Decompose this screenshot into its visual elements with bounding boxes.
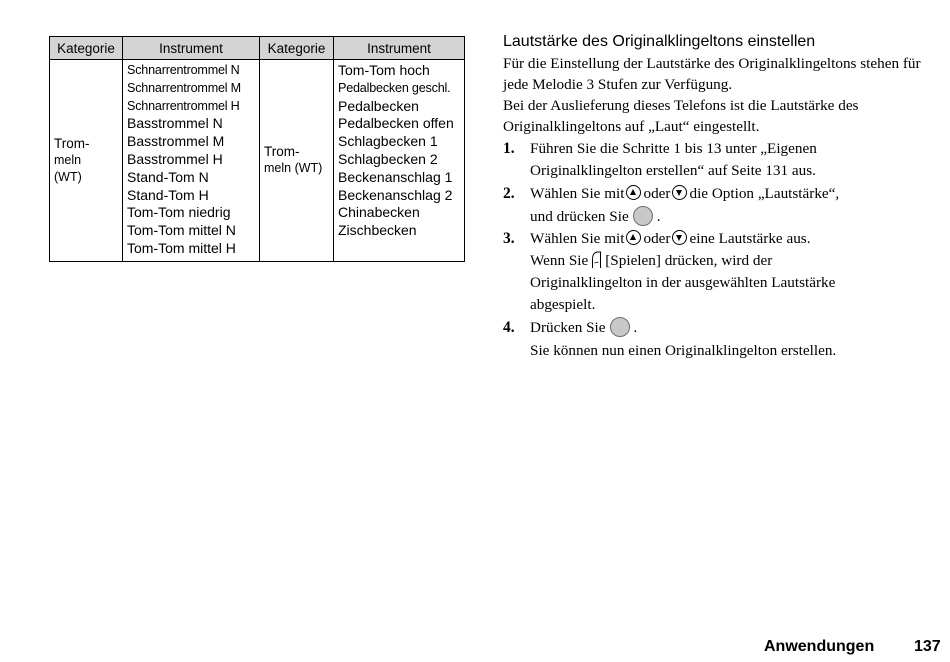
step-text: Wählen Sie mit	[530, 230, 625, 247]
step-text: Wählen Sie mit	[530, 185, 625, 202]
header-instrument: Instrument	[123, 37, 260, 60]
step-text: Wenn Sie	[530, 252, 589, 269]
step-list	[503, 138, 923, 362]
section-heading: Lautstärke des Originalklingeltons einstellen	[503, 33, 816, 50]
instrument-item: Schlagbecken 2	[338, 150, 438, 167]
step-number: 1.	[503, 140, 515, 157]
step-text: .	[656, 208, 661, 225]
step-text-line	[530, 316, 923, 339]
instrument-table	[49, 36, 465, 262]
instrument-item: Basstrommel H	[127, 150, 223, 167]
step-text: oder	[643, 185, 671, 202]
step-text: Sie können nun einen Originalklingelton erstellen.	[530, 342, 837, 359]
category-text: meln	[54, 152, 82, 167]
step-text-line	[530, 182, 923, 205]
nav-down-icon	[672, 185, 687, 200]
volume-section	[503, 32, 923, 362]
step-text: und drücken Sie	[530, 208, 629, 225]
instrument-item: Pedalbecken offen	[338, 115, 454, 132]
step-number: 4.	[503, 319, 515, 336]
instrument-item: Schnarrentrommel N	[127, 63, 240, 77]
category-text: meln (WT)	[264, 161, 323, 176]
header-instrument: Instrument	[334, 37, 465, 60]
step-2	[503, 182, 923, 228]
ok-key-icon	[610, 317, 630, 337]
step-text-line	[530, 205, 923, 228]
step-3	[503, 228, 923, 316]
instrument-item: Beckenanschlag 2	[338, 186, 453, 203]
step-4	[503, 316, 923, 362]
step-text: die Option „Lautstärke“,	[689, 185, 840, 202]
step-text: .	[633, 319, 638, 336]
instrument-item: Tom-Tom mittel N	[127, 222, 236, 239]
instrument-item: Tom-Tom mittel H	[127, 239, 236, 256]
nav-up-icon	[626, 230, 641, 245]
instrument-item: Tom-Tom hoch	[338, 62, 430, 78]
category-text: Trom-	[54, 135, 90, 151]
nav-down-icon	[672, 230, 687, 245]
instrument-item: Pedalbecken geschl.	[338, 80, 451, 95]
instrument-item: Beckenanschlag 1	[338, 168, 453, 185]
header-kategorie: Kategorie	[50, 37, 123, 60]
category-text: (WT)	[54, 169, 82, 184]
footer-section-title: Anwendungen	[764, 638, 875, 655]
category-text: Trom-	[264, 144, 300, 160]
instrument-list-cell	[334, 60, 465, 262]
instrument-item: Schnarrentrommel H	[127, 98, 240, 113]
category-cell	[260, 60, 334, 262]
page-number: 137	[914, 638, 941, 655]
nav-up-icon	[626, 185, 641, 200]
step-number: 2.	[503, 185, 515, 202]
header-kategorie: Kategorie	[260, 37, 334, 60]
instrument-item: Zischbecken	[338, 222, 417, 239]
step-text: eine Lautstärke aus.	[689, 230, 811, 247]
instrument-item: Pedalbecken	[338, 97, 419, 114]
instrument-item: Stand-Tom N	[127, 168, 209, 185]
instrument-item: Schnarrentrommel M	[127, 80, 241, 95]
step-text: oder	[643, 230, 671, 247]
category-cell	[50, 60, 123, 262]
table-header-row	[50, 37, 465, 60]
instrument-item: Basstrommel N	[127, 115, 223, 132]
instrument-item: Basstrommel M	[127, 133, 225, 150]
instrument-item: Tom-Tom niedrig	[127, 204, 231, 221]
step-text: abgespielt.	[530, 296, 596, 313]
step-text: Führen Sie die Schritte 1 bis 13 unter „Eigenen	[530, 140, 817, 157]
step-text: Originalklingelton in der ausgewählten Lautstärke	[530, 274, 836, 291]
instrument-item: Chinabecken	[338, 204, 420, 221]
step-text-line	[530, 228, 923, 250]
step-text: Originalklingelton erstellen“ auf Seite 131 aus.	[530, 162, 816, 179]
step-text-line	[530, 250, 923, 272]
step-text: [Spielen] drücken, wird der	[605, 252, 773, 269]
step-1	[503, 138, 923, 182]
instrument-item: Schlagbecken 1	[338, 133, 438, 150]
ok-key-icon	[633, 206, 653, 226]
intro-paragraph: Für die Einstellung der Lautstärke des Originalklingeltons stehen für jede Melodie 3 Stufen zur Verfügung.	[503, 55, 921, 93]
step-number: 3.	[503, 230, 515, 247]
intro-paragraph: Bei der Auslieferung dieses Telefons ist die Lautstärke des Originalklingeltons auf „Laut“ eingestellt.	[503, 97, 859, 135]
instrument-list-cell	[123, 60, 260, 262]
instrument-item: Stand-Tom H	[127, 186, 209, 203]
soft-key-icon	[591, 251, 602, 269]
step-text: Drücken Sie	[530, 319, 606, 336]
table-row	[50, 60, 465, 262]
